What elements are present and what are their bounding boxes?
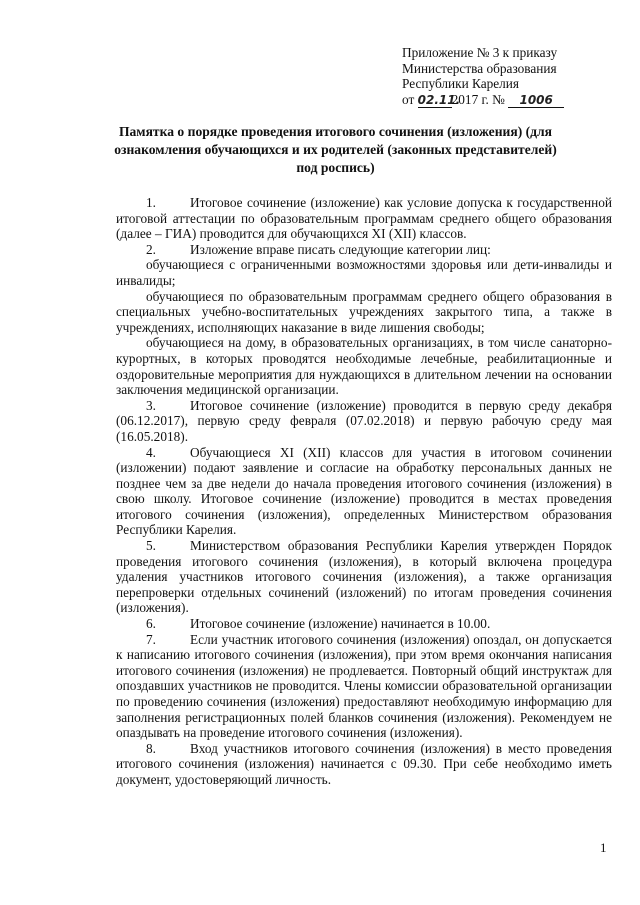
paragraph	[116, 398, 612, 445]
paragraph-number: 3.	[146, 397, 156, 413]
date-year: 2017 г. №	[451, 91, 505, 107]
paragraph-text: Итоговое сочинение (изложение) как условие допуска к государственной итоговой аттестации по образовательным программам среднего общего образования (далее – ГИА) проводится для обучающихся XI (XII) классов.	[116, 195, 612, 242]
paragraph-text: Вход участников итогового сочинения (изложения) в место проведения итогового сочинения (изложения) начинается с 09.30. При себе необходимо иметь документ, удостоверяющий личность.	[116, 740, 612, 787]
paragraph	[116, 445, 612, 539]
date-handwritten: 02.11.	[417, 92, 461, 107]
paragraph-number: 2.	[146, 241, 156, 257]
paragraph	[116, 335, 612, 397]
paragraph-number: 5.	[146, 538, 156, 554]
appendix-date-line	[402, 92, 612, 108]
paragraph-text: обучающиеся с ограниченными возможностями здоровья или дети-инвалиды и инвалиды;	[116, 257, 612, 288]
appendix-line-1: Приложение № 3 к приказу	[402, 45, 558, 60]
paragraph	[116, 289, 612, 336]
appendix-header	[402, 45, 612, 108]
paragraph-number: 1.	[146, 195, 156, 210]
date-prefix: от	[402, 91, 415, 107]
paragraph-number: 8.	[146, 740, 156, 756]
paragraph	[116, 538, 612, 616]
paragraph	[116, 616, 612, 632]
order-number-handwritten: 1006	[508, 94, 564, 108]
paragraph-text: обучающиеся по образовательным программам среднего общего образования в специальных учебно-воспитательных учреждениях закрытого типа, а также в учреждениях, исполняющих наказание в виде лишения свободы;	[116, 288, 612, 335]
paragraph-text: Итоговое сочинение (изложение) начинается в 10.00.	[190, 616, 491, 632]
paragraph-text: обучающиеся на дому, в образовательных организациях, в том числе санаторно-курортных, в которых проводятся необходимые лечебные, реабилитационные и оздоровительные мероприятия для нуждающихся в длительном лечении на основании заключения медицинской организации.	[116, 335, 612, 398]
paragraph	[116, 741, 612, 788]
page-number: 1	[600, 840, 607, 855]
document-title: Памятка о порядке проведения итогового сочинения (изложения) (для ознакомления обучающихся и их родителей (законных представителей) под роспись)	[114, 124, 557, 175]
appendix-line-3: Республики Карелия	[402, 76, 520, 92]
paragraph	[116, 242, 612, 258]
paragraph-text: Министерством образования Республики Карелия утвержден Порядок проведения итогового сочинения (изложения), в который включена процедура удаления участников итогового сочинения (изложения), а также организация перепроверки отдельных сочинений (изложений) по итогам проведения сочинения (изложения).	[116, 538, 612, 616]
paragraph-text: Обучающиеся XI (XII) классов для участия в итоговом сочинении (изложении) подают заявление и согласие на обработку персональных данных не позднее чем за две недели до начала проведения итогового сочинения (изложения) в свою школу. Итоговое сочинение (изложение) проводится в местах проведения итогового сочинения (изложения), определенных Министерством образования Республики Карелия.	[116, 444, 612, 538]
paragraph-text: Изложение вправе писать следующие категории лиц:	[190, 241, 491, 257]
paragraph-number: 6.	[146, 616, 156, 632]
paragraph-number: 4.	[146, 444, 156, 460]
paragraph	[116, 632, 612, 741]
appendix-line-2: Министерства образования	[402, 60, 557, 76]
paragraph	[116, 257, 612, 288]
document-body	[116, 195, 612, 788]
paragraph-text: Итоговое сочинение (изложение) проводится в первую среду декабря (06.12.2017), первую среду февраля (07.02.2018) и первую рабочую среду мая (16.05.2018).	[116, 397, 612, 444]
paragraph-number: 7.	[146, 631, 156, 647]
paragraph-text: Если участник итогового сочинения (изложения) опоздал, он допускается к написанию итогового сочинения (изложения), при этом время окончания написания итогового сочинения (изложения) не продлевается. Повторный общий инструктаж для опоздавших участников не проводится. Члены комиссии образовательной организации по проведению сочинения (изложения) предоставляют необходимую информацию для заполнения регистрационных полей бланков сочинения (изложения). Рекомендуем не опаздывать на проведение итогового сочинения (изложения).	[116, 631, 612, 741]
paragraph	[116, 195, 612, 242]
